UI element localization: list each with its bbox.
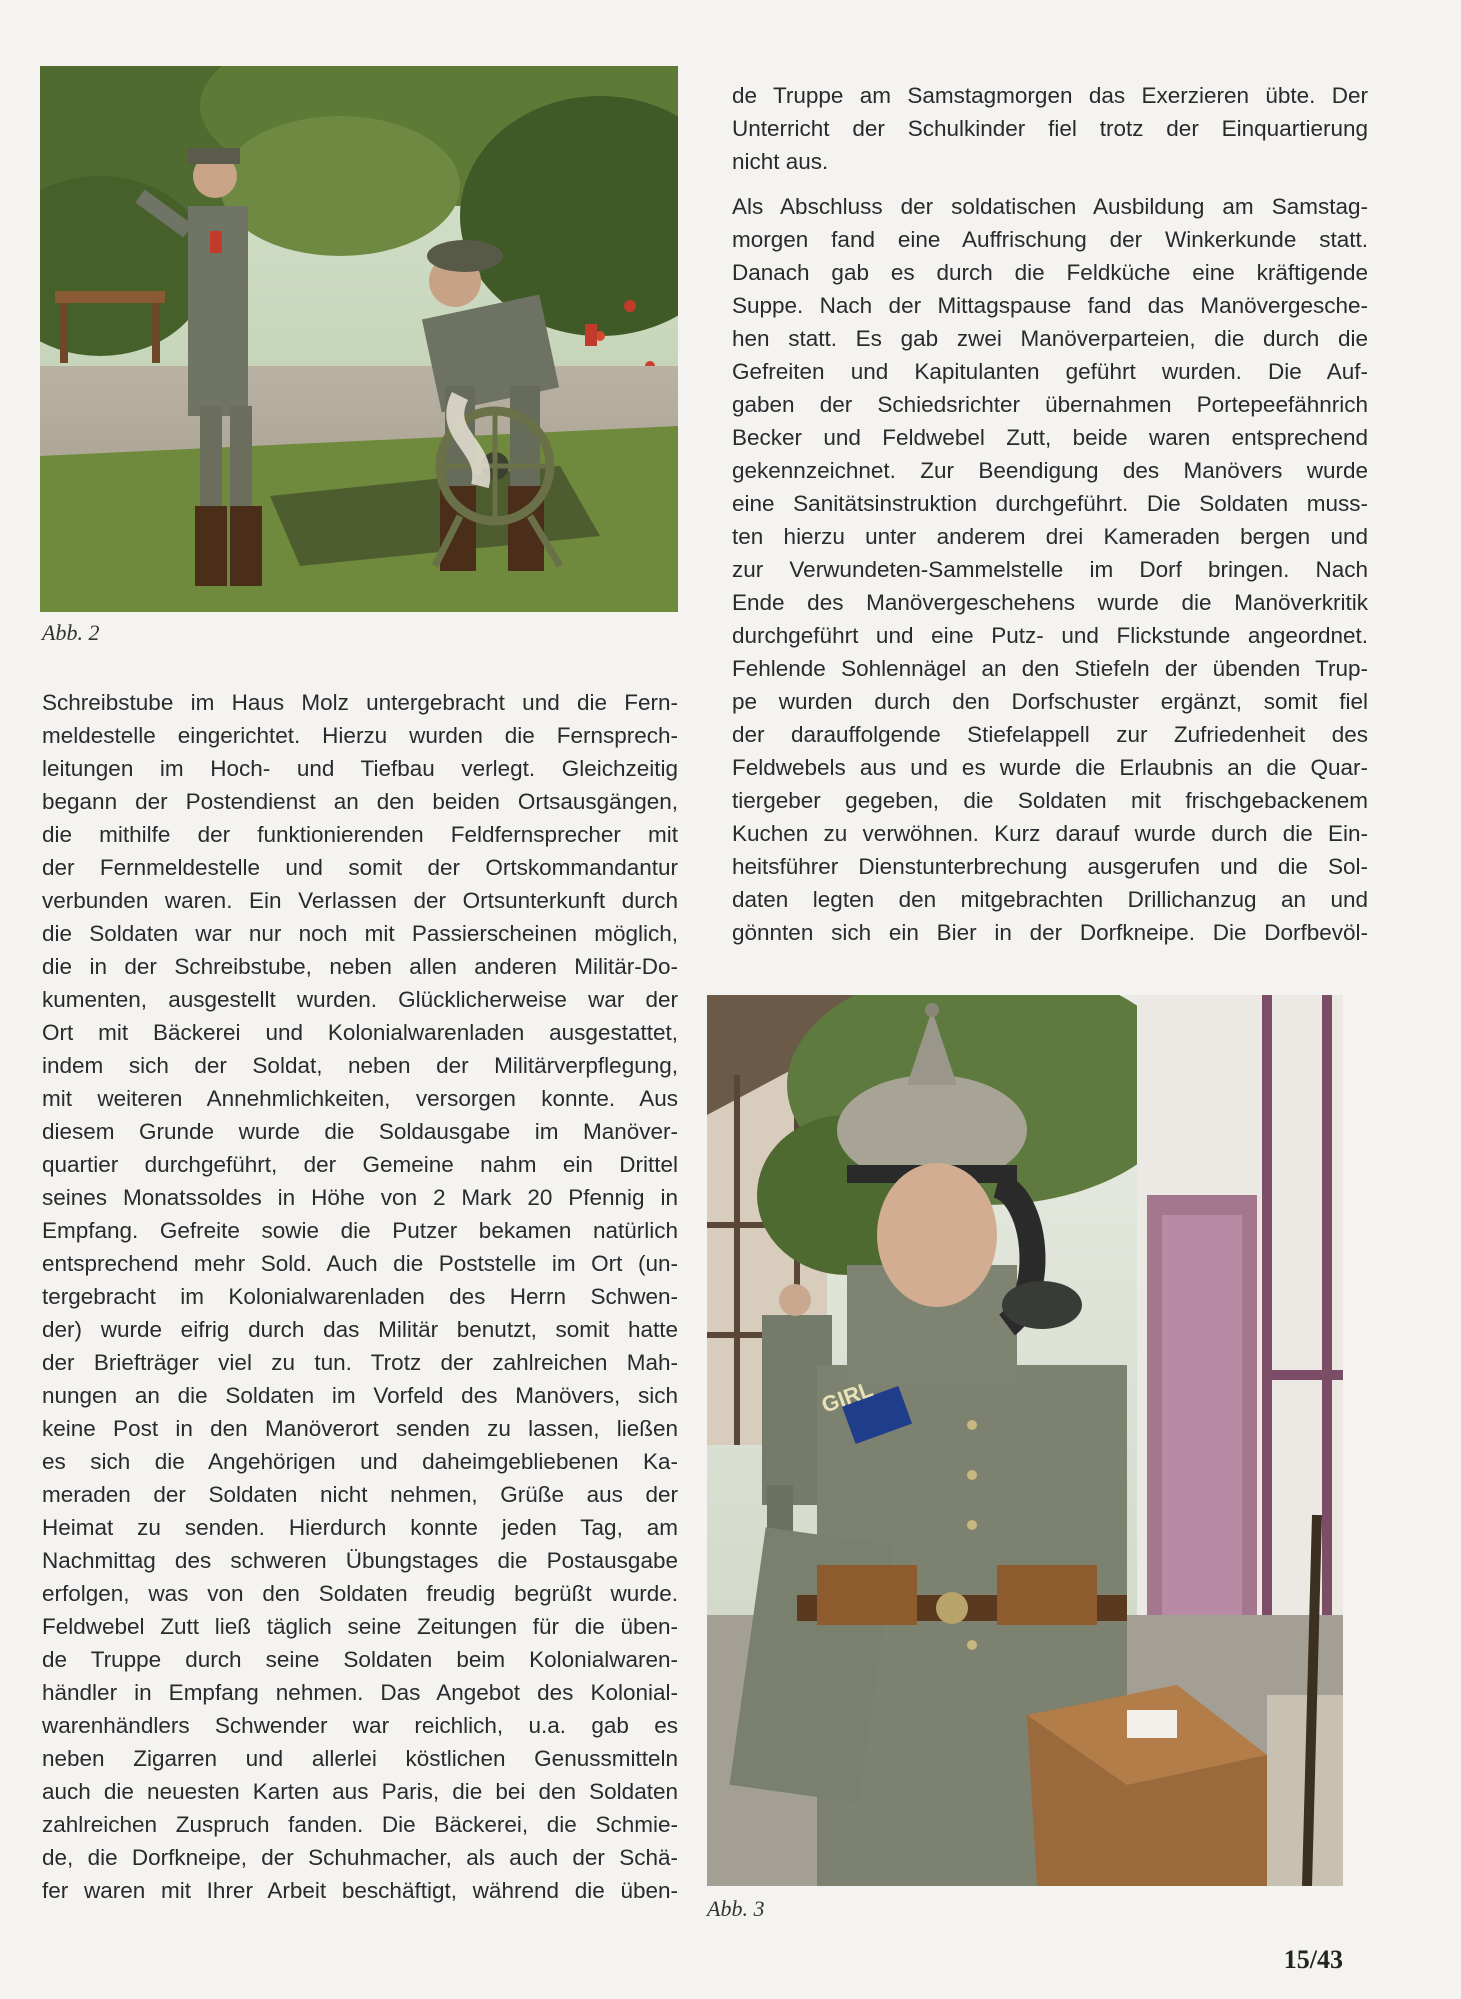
- text-line: Kuchen zu verwöhnen. Kurz darauf wurde durch die Ein-: [732, 821, 1368, 846]
- text-line: pe wurden durch den Dorfschuster ergänzt, somit fiel: [732, 689, 1368, 714]
- text-line: meldestelle eingerichtet. Hierzu wurden die Fernsprech-: [42, 723, 678, 748]
- figure-2-image: [40, 66, 678, 612]
- text-line: Danach gab es durch die Feldküche eine kräftigende: [732, 260, 1368, 285]
- text-line: Unterricht der Schulkinder fiel trotz der Einquartierung: [732, 116, 1368, 141]
- text-line: quartier durchgeführt, der Gemeine nahm ein Drittel: [42, 1152, 678, 1177]
- text-line: die Soldaten war nur noch mit Passierscheinen möglich,: [42, 921, 678, 946]
- figure-3-caption: Abb. 3: [707, 1896, 765, 1921]
- text-line: daten legten den mitgebrachten Drillichanzug an und: [732, 887, 1368, 912]
- text-line: Ende des Manövergeschehens wurde die Manöverkritik: [732, 590, 1368, 615]
- text-line: Fehlende Sohlennägel an den Stiefeln der übenden Trup-: [732, 656, 1368, 681]
- text-line: neben Zigarren und allerlei köstlichen Genussmitteln: [42, 1746, 678, 1771]
- text-line: keine Post in den Manöverort senden zu lassen, ließen: [42, 1416, 678, 1441]
- text-line: kumenten, ausgestellt wurden. Glücklicherweise war der: [42, 987, 678, 1012]
- text-line: mit weiteren Annehmlichkeiten, versorgen konnte. Aus: [42, 1086, 678, 1111]
- armband-text: GIRL: [818, 1376, 877, 1418]
- text-line: Ort mit Bäckerei und Kolonialwarenladen ausgestattet,: [42, 1020, 678, 1045]
- text-line: Becker und Feldwebel Zutt, beide waren entsprechend: [732, 425, 1368, 450]
- text-line: gaben der Schiedsrichter übernahmen Portepeefähnrich: [732, 392, 1368, 417]
- right-column-main-paragraph: [732, 190, 1368, 949]
- text-line: erfolgen, was von den Soldaten freudig begrüßt wurde.: [42, 1581, 678, 1606]
- text-line: gekennzeichnet. Zur Beendigung des Manövers wurde: [732, 458, 1368, 483]
- text-line: auch die neuesten Karten aus Paris, die bei den Soldaten: [42, 1779, 678, 1804]
- text-line: Empfang. Gefreite sowie die Putzer bekamen natürlich: [42, 1218, 678, 1243]
- text-line: fer waren mit Ihrer Arbeit beschäftigt, während die üben-: [42, 1878, 678, 1903]
- text-line: tergebracht im Kolonialwarenladen des Herrn Schwen-: [42, 1284, 678, 1309]
- text-line: der darauffolgende Stiefelappell zur Zufriedenheit des: [732, 722, 1368, 747]
- text-line: der Fernmeldestelle und somit der Ortskommandantur: [42, 855, 678, 880]
- text-line: der Briefträger viel zu tun. Trotz der zahlreichen Mah-: [42, 1350, 678, 1375]
- text-line: der) wurde eifrig durch das Militär benutzt, somit hatte: [42, 1317, 678, 1342]
- text-line: verbunden waren. Ein Verlassen der Ortsunterkunft durch: [42, 888, 678, 913]
- text-line: ten hierzu unter anderem drei Kameraden bergen und: [732, 524, 1368, 549]
- text-line: Schreibstube im Haus Molz untergebracht und die Fern-: [42, 690, 678, 715]
- text-line: entsprechend mehr Sold. Auch die Poststelle im Ort (un-: [42, 1251, 678, 1276]
- text-line: händler in Empfang nehmen. Das Angebot des Kolonial-: [42, 1680, 678, 1705]
- text-line: Feldwebels aus und es wurde die Erlaubnis an die Quar-: [732, 755, 1368, 780]
- text-line: die in der Schreibstube, neben allen anderen Militär-Do-: [42, 954, 678, 979]
- text-line: hen statt. Es gab zwei Manöverparteien, die durch die: [732, 326, 1368, 351]
- text-line: zur Verwundeten-Sammelstelle im Dorf bringen. Nach: [732, 557, 1368, 582]
- text-line: Nachmittag des schweren Übungstages die Postausgabe: [42, 1548, 678, 1573]
- text-line: durchgeführt und eine Putz- und Flickstunde angeordnet.: [732, 623, 1368, 648]
- text-line: nungen an die Soldaten im Vorfeld des Manövers, sich: [42, 1383, 678, 1408]
- text-line: meraden der Soldaten nicht nehmen, Grüße aus der: [42, 1482, 678, 1507]
- text-line: Feldwebel Zutt ließ täglich seine Zeitungen für die üben-: [42, 1614, 678, 1639]
- text-line: die mithilfe der funktionierenden Feldfernsprecher mit: [42, 822, 678, 847]
- text-line: diesem Grunde wurde die Soldausgabe im Manöver-: [42, 1119, 678, 1144]
- text-line: de Truppe am Samstagmorgen das Exerzieren übte. Der: [732, 83, 1368, 108]
- figure-3-image: [707, 995, 1343, 1886]
- figure-3-photo: [707, 995, 1343, 1886]
- text-line: indem sich der Soldat, neben der Militärverpflegung,: [42, 1053, 678, 1078]
- text-line: leitungen im Hoch- und Tiefbau verlegt. Gleichzeitig: [42, 756, 678, 781]
- text-line: eine Sanitätsinstruktion durchgeführt. Die Soldaten muss-: [732, 491, 1368, 516]
- text-line: gönnten sich ein Bier in der Dorfkneipe. Die Dorfbevöl-: [732, 920, 1368, 945]
- text-line: nicht aus.: [732, 149, 829, 174]
- text-line: begann der Postendienst an den beiden Ortsausgängen,: [42, 789, 678, 814]
- text-line: warenhändlers Schwender war reichlich, u.a. gab es: [42, 1713, 678, 1738]
- text-line: morgen fand eine Auffrischung der Winkerkunde statt.: [732, 227, 1368, 252]
- text-line: heitsführer Dienstunterbrechung ausgerufen und die Sol-: [732, 854, 1368, 879]
- text-line: Als Abschluss der soldatischen Ausbildung am Samstag-: [732, 194, 1368, 219]
- text-line: de, die Dorfkneipe, der Schuhmacher, als auch der Schä-: [42, 1845, 678, 1870]
- text-line: es sich die Angehörigen und daheimgebliebenen Ka-: [42, 1449, 678, 1474]
- text-line: zahlreichen Zuspruch fanden. Die Bäckerei, die Schmie-: [42, 1812, 678, 1837]
- right-column-top-paragraph: [732, 79, 1368, 178]
- text-line: Heimat zu senden. Hierdurch konnte jeden Tag, am: [42, 1515, 678, 1540]
- text-line: seines Monatssoldes in Höhe von 2 Mark 20 Pfennig in: [42, 1185, 678, 1210]
- figure-2-photo: [40, 66, 678, 612]
- text-line: tiergeber gegeben, die Soldaten mit frischgebackenem: [732, 788, 1368, 813]
- figure-2-caption: Abb. 2: [42, 620, 100, 645]
- left-column-paragraph: [42, 686, 678, 1907]
- text-line: de Truppe durch seine Soldaten beim Kolonialwaren-: [42, 1647, 678, 1672]
- text-line: Gefreiten und Kapitulanten geführt wurden. Die Auf-: [732, 359, 1368, 384]
- text-line: Suppe. Nach der Mittagspause fand das Manövergesche-: [732, 293, 1368, 318]
- page-number: 15/43: [1283, 1945, 1343, 1974]
